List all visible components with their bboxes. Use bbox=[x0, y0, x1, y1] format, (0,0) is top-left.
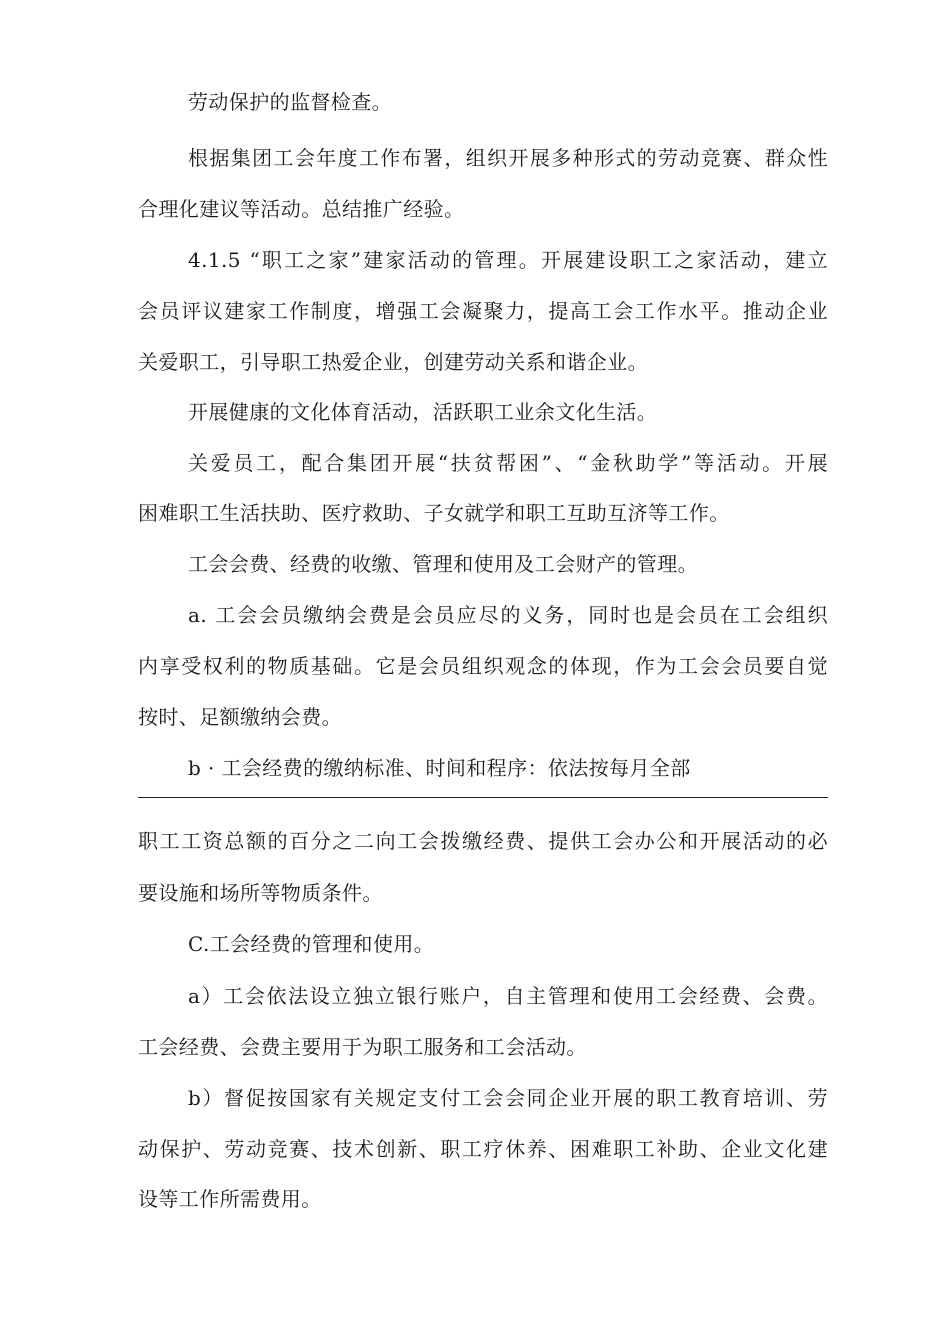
text-line: 4.1.5 “职工之家”建家活动的管理。开展建设职工之家活动，建立 bbox=[188, 248, 828, 272]
text-line: 劳动保护的监督检查。 bbox=[188, 90, 392, 114]
text-line: 要设施和场所等物质条件。 bbox=[138, 881, 383, 905]
text-line: 工会经费、会费主要用于为职工服务和工会活动。 bbox=[138, 1035, 587, 1059]
text-line: a）工会依法设立独立银行账户，自主管理和使用工会经费、会费。 bbox=[188, 984, 828, 1008]
text-line: 关爱员工，配合集团开展“扶贫帮困”、“金秋助学”等活动。开展 bbox=[188, 451, 828, 475]
text-line: 职工工资总额的百分之二向工会拨缴经费、提供工会办公和开展活动的必 bbox=[138, 829, 828, 853]
text-line: 开展健康的文化体育活动，活跃职工业余文化生活。 bbox=[188, 400, 658, 424]
text-line: b · 工会经费的缴纳标准、时间和程序：依法按每月全部 bbox=[188, 756, 691, 780]
text-line: 合理化建议等活动。总结推广经验。 bbox=[138, 197, 465, 221]
text-line: b）督促按国家有关规定支付工会会同企业开展的职工教育培训、劳 bbox=[188, 1086, 828, 1110]
text-line: 按时、足额缴纳会费。 bbox=[138, 705, 342, 729]
text-line: 动保护、劳动竞赛、技术创新、职工疗休养、困难职工补助、企业文化建 bbox=[138, 1137, 828, 1161]
text-line: a. 工会会员缴纳会费是会员应尽的义务，同时也是会员在工会组织 bbox=[188, 603, 828, 627]
text-line: C.工会经费的管理和使用。 bbox=[188, 932, 435, 956]
text-line: 会员评议建家工作制度，增强工会凝聚力，提高工会工作水平。推动企业 bbox=[138, 299, 828, 323]
text-line: 根据集团工会年度工作布署，组织开展多种形式的劳动竞赛、群众性 bbox=[188, 146, 828, 170]
text-line: 设等工作所需费用。 bbox=[138, 1187, 322, 1211]
text-line: 困难职工生活扶助、医疗救助、子女就学和职工互助互济等工作。 bbox=[138, 501, 730, 525]
text-line: 工会会费、经费的收缴、管理和使用及工会财产的管理。 bbox=[188, 552, 698, 576]
text-line: 内享受权利的物质基础。它是会员组织观念的体现，作为工会会员要自觉 bbox=[138, 654, 828, 678]
text-line: 关爱职工，引导职工热爱企业，创建劳动关系和谐企业。 bbox=[138, 350, 648, 374]
page-break-rule bbox=[138, 797, 828, 798]
